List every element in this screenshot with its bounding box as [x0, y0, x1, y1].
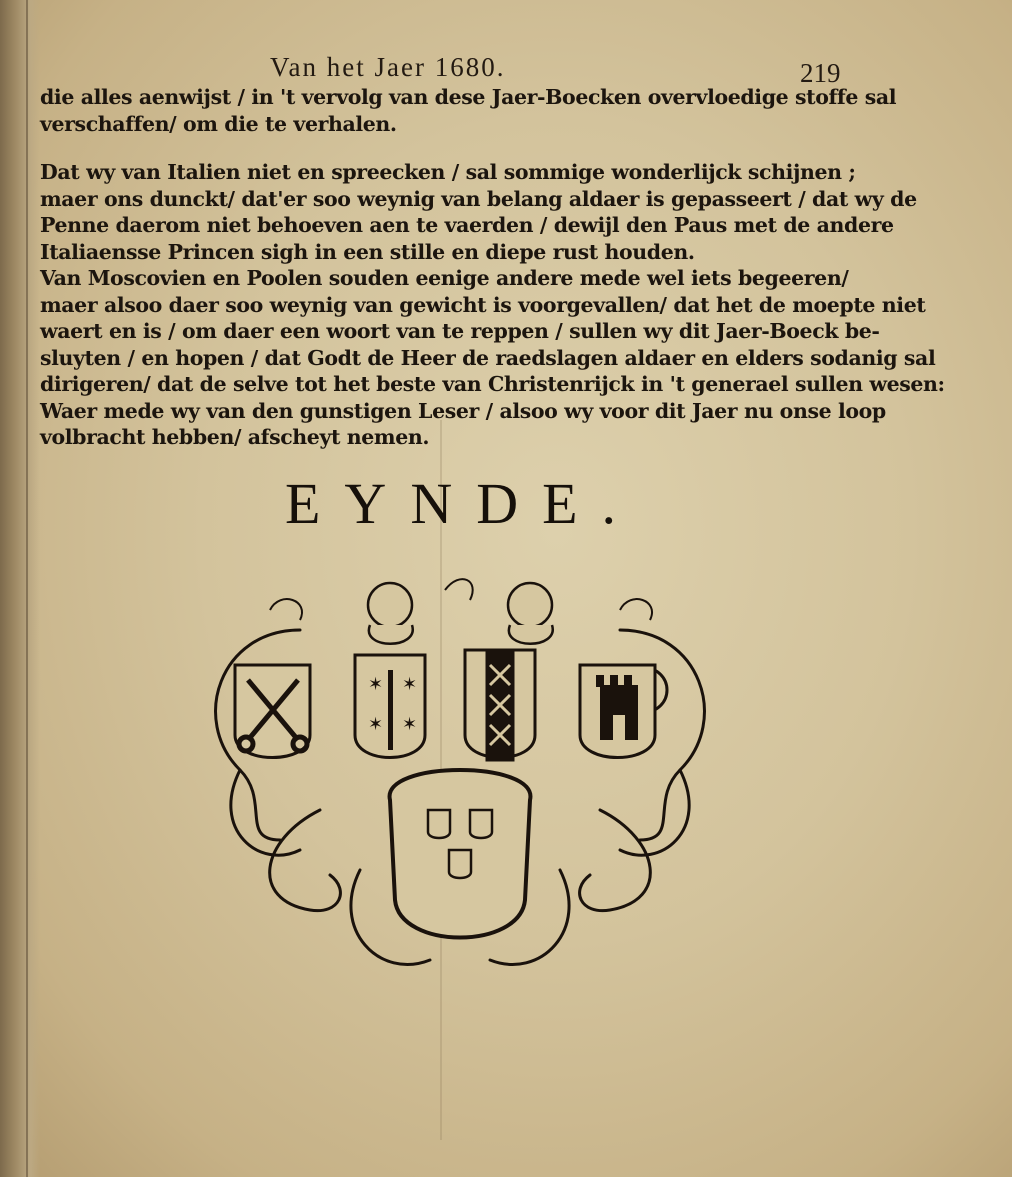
text-line: maer ons dunckt/ dat'er soo weynig van belang aldaer is gepasseert / dat wy de — [40, 186, 917, 211]
text-line: sluyten / en hopen / dat Godt de Heer de raedslagen aldaer en elders sodanig sal — [40, 345, 936, 370]
text-line: volbracht hebben/ afscheyt nemen. — [40, 425, 430, 449]
text-line: die alles aenwijst / in 't vervolg van dese Jaer-Boecken overvloedige stoffe sal — [40, 85, 897, 109]
finis-heading: EYNDE. — [285, 471, 641, 536]
paragraph-gap — [40, 137, 852, 159]
page-number: 219 — [800, 58, 841, 88]
text-line: dirigeren/ dat de selve tot het beste van Christenrijck in 't generael sullen wesen: — [40, 372, 945, 396]
svg-text:✶: ✶ — [368, 714, 384, 735]
text-line: maer alsoo daer soo weynig van gewicht is voorgevallen/ dat het de moepte niet — [40, 292, 926, 317]
text-line: Penne daerom niet behoeven aen te vaerden / dewijl den Paus met de andere — [40, 213, 894, 237]
svg-text:✶: ✶ — [368, 674, 384, 695]
svg-text:✶: ✶ — [402, 674, 418, 695]
text-line: Dat wy van Italien niet en spreecken / sal sommige wonderlijck schijnen ; — [40, 160, 856, 184]
text-line: verschaffen/ om die te verhalen. — [40, 111, 397, 136]
body-text — [40, 84, 945, 451]
book-gutter — [0, 0, 40, 1177]
svg-text:✶: ✶ — [402, 714, 418, 735]
running-title: Van het Jaer 1680. — [270, 52, 506, 82]
printers-device-ornament — [180, 570, 740, 1010]
text-line: Waer mede wy van den gunstigen Leser / alsoo wy voor dit Jaer nu onse loop — [40, 398, 886, 423]
text-line: Italiaensse Princen sigh in een stille en diepe rust houden. — [40, 239, 695, 264]
text-line: waert en is / om daer een woort van te reppen / sullen wy dit Jaer-Boeck be- — [40, 319, 880, 343]
text-line: Van Moscovien en Poolen souden eenige andere mede wel iets begeeren/ — [40, 266, 849, 290]
gutter-fold — [26, 0, 28, 1177]
